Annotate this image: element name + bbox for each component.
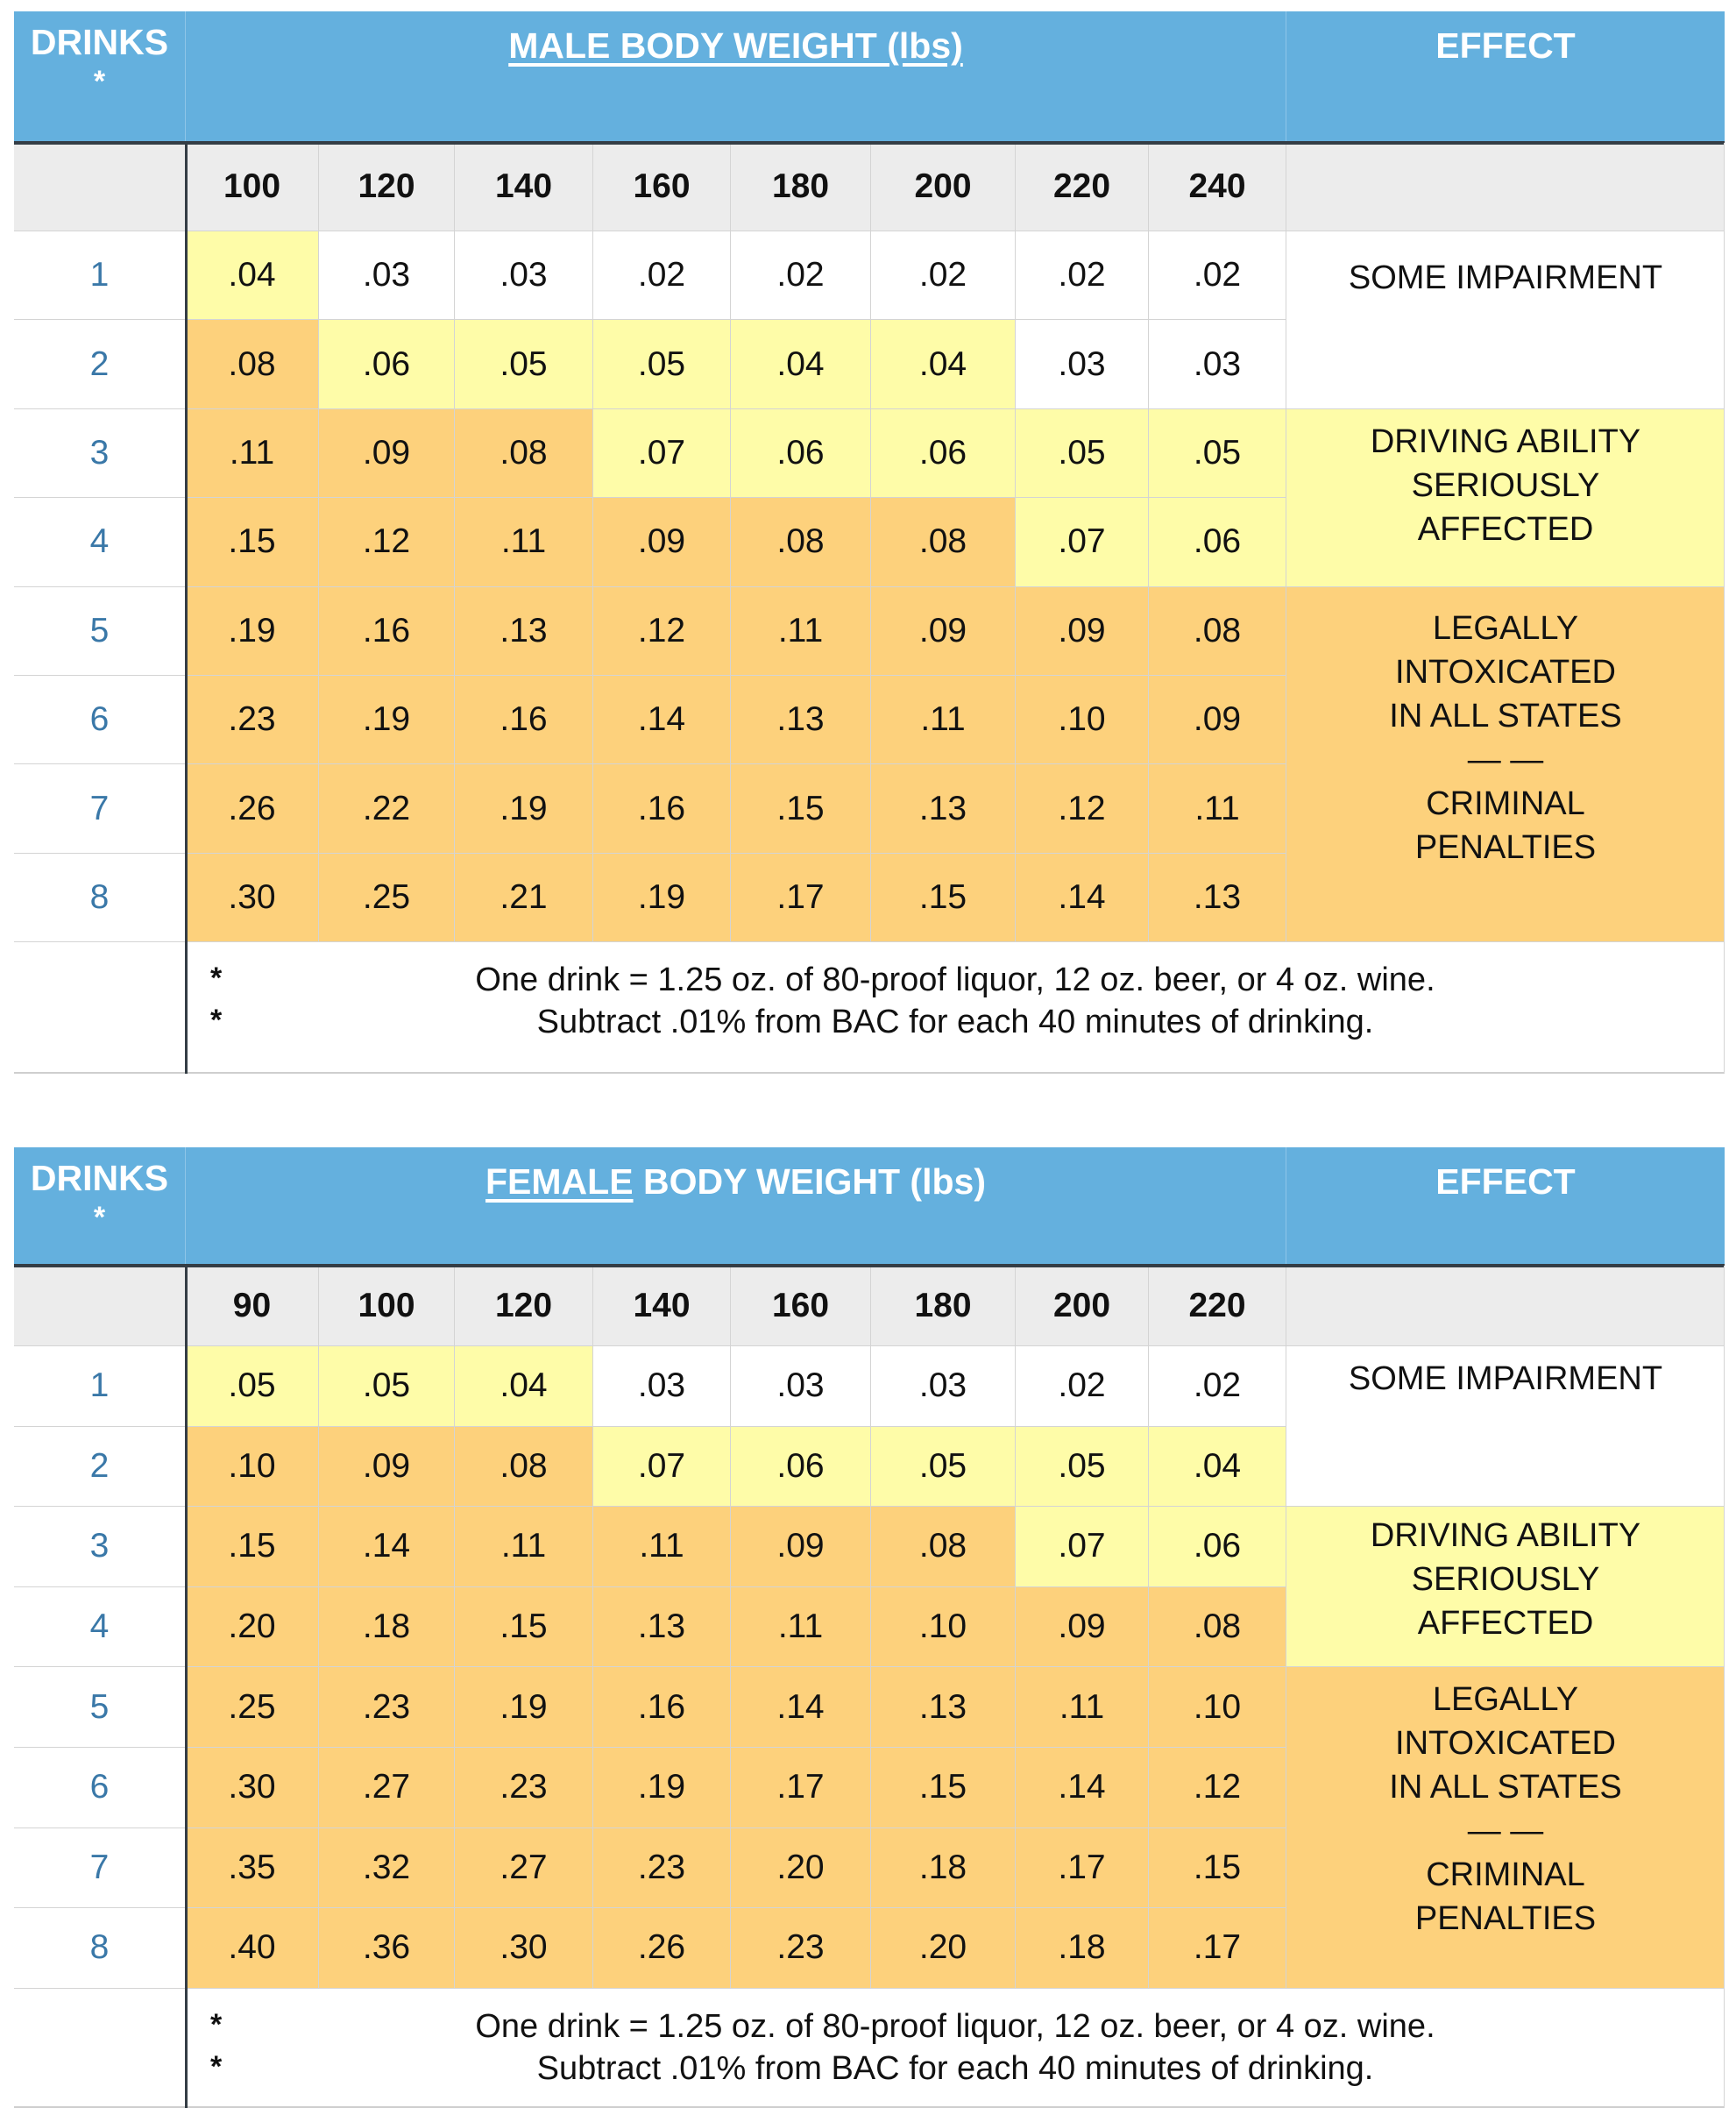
bac-value-cell: .27 [319,1748,455,1828]
bac-value-cell: .10 [186,1427,319,1508]
bac-value-cell: .09 [319,409,455,498]
bac-value-cell: .20 [186,1587,319,1668]
effect-cell [1286,1667,1725,1988]
effect-text-line: PENALTIES [1414,828,1597,866]
bac-value-cell: .20 [731,1828,871,1909]
weight-row-effect-blank [1286,1266,1725,1346]
bac-value-cell: .08 [1149,1587,1286,1668]
bac-value-cell: .23 [319,1667,455,1748]
bac-value-cell: .03 [1016,320,1149,408]
bac-value-cell: .05 [1016,1427,1149,1508]
weight-column-header: 120 [319,143,455,231]
bac-value-cell: .30 [186,854,319,942]
female-bac-table [14,1147,1725,2108]
bac-value-cell: .14 [1016,854,1149,942]
bac-value-cell: .11 [1149,764,1286,853]
bac-value-cell: .09 [593,498,731,586]
bac-value-cell: .08 [186,320,319,408]
bac-value-cell: .08 [1149,587,1286,676]
effect-text-line: LEGALLY [1432,1681,1579,1719]
bac-value-cell: .15 [186,1507,319,1587]
bac-value-cell: .03 [593,1346,731,1427]
drinks-count: 5 [14,1667,186,1748]
drinks-count: 4 [14,498,186,586]
bac-value-cell: .08 [455,409,593,498]
bac-value-cell: .13 [871,1667,1016,1748]
drinks-count: 8 [14,1908,186,1989]
bac-value-cell: .32 [319,1828,455,1909]
bac-value-cell: .02 [593,231,731,320]
footnotes-label-blank [14,1989,186,2108]
bac-value-cell: .14 [319,1507,455,1587]
bac-value-cell: .06 [319,320,455,408]
bac-value-cell: .14 [731,1667,871,1748]
bac-value-cell: .06 [1149,1507,1286,1587]
footnotes-label-blank [14,942,186,1074]
footnote-marker: * [210,1004,223,1038]
bac-value-cell: .06 [1149,498,1286,586]
bac-value-cell: .09 [1016,587,1149,676]
weight-column-header: 140 [455,143,593,231]
bac-value-cell: .02 [871,231,1016,320]
weight-column-header: 240 [1149,143,1286,231]
drinks-count: 2 [14,1427,186,1508]
bac-value-cell: .08 [455,1427,593,1508]
bac-value-cell: .08 [871,498,1016,586]
bac-value-cell: .09 [731,1507,871,1587]
drinks-count: 3 [14,1507,186,1587]
bac-value-cell: .02 [1016,231,1149,320]
effect-text-line: IN ALL STATES [1389,697,1622,735]
bac-value-cell: .04 [186,231,319,320]
footnote-marker: * [210,962,223,996]
bac-value-cell: .10 [871,1587,1016,1668]
bac-value-cell: .03 [731,1346,871,1427]
bac-value-cell: .25 [186,1667,319,1748]
drinks-count: 1 [14,1346,186,1427]
bac-value-cell: .19 [319,676,455,764]
bac-value-cell: .08 [871,1507,1016,1587]
bac-value-cell: .05 [1016,409,1149,498]
bac-value-cell: .02 [1016,1346,1149,1427]
table-right-edge [1724,143,1725,1074]
footnote-text: One drink = 1.25 oz. of 80-proof liquor, 12 oz. beer, or 4 oz. wine. [475,962,1435,999]
bac-value-cell: .40 [186,1908,319,1989]
bac-value-cell: .11 [593,1507,731,1587]
bac-value-cell: .04 [731,320,871,408]
bac-value-cell: .23 [455,1748,593,1828]
bac-value-cell: .18 [319,1587,455,1668]
footnote-marker: * [210,2007,223,2041]
body-weight-title [508,25,963,66]
bac-value-cell: .12 [593,587,731,676]
effect-text-line: SOME IMPAIRMENT [1348,259,1663,296]
title-rest-part: BODY WEIGHT (lbs) [633,1161,986,1202]
bac-value-cell: .06 [731,409,871,498]
effect-text-line: LEGALLY [1432,609,1579,647]
bac-value-cell: .03 [1149,320,1286,408]
body-weight-header [186,11,1286,143]
weight-column-header: 120 [455,1266,593,1346]
bac-value-cell: .06 [731,1427,871,1508]
bac-value-cell: .04 [455,1346,593,1427]
weight-row-effect-blank [1286,143,1725,231]
bac-value-cell: .09 [871,587,1016,676]
bac-value-cell: .12 [1149,1748,1286,1828]
bac-value-cell: .11 [731,587,871,676]
title-underlined-part: MALE BODY WEIGHT (lbs) [508,25,963,66]
bac-value-cell: .26 [186,764,319,853]
footnote-text: Subtract .01% from BAC for each 40 minutes of drinking. [536,2049,1374,2087]
effect-text-line: CRIMINAL [1426,784,1585,822]
weight-column-header: 90 [186,1266,319,1346]
effect-cell [1286,1507,1725,1667]
bac-value-cell: .11 [186,409,319,498]
footnote-marker: * [210,2049,223,2083]
effect-text-line: IN ALL STATES [1389,1769,1622,1806]
bac-value-cell: .27 [455,1828,593,1909]
drinks-count: 6 [14,1748,186,1828]
bac-value-cell: .02 [1149,1346,1286,1427]
bac-value-cell: .07 [1016,1507,1149,1587]
effect-text-line: SOME IMPAIRMENT [1348,1360,1663,1397]
bac-value-cell: .13 [455,587,593,676]
bac-value-cell: .16 [319,587,455,676]
male-bac-table [14,11,1725,1074]
table-right-edge [1724,1266,1725,2108]
effect-cell [1286,409,1725,587]
bac-value-cell: .17 [731,854,871,942]
bac-value-cell: .18 [1016,1908,1149,1989]
bac-value-cell: .10 [1016,676,1149,764]
bac-value-cell: .13 [1149,854,1286,942]
bac-value-cell: .12 [1016,764,1149,853]
body-weight-title [485,1161,986,1202]
bac-value-cell: .10 [1149,1667,1286,1748]
drinks-column-divider [185,143,188,1074]
bac-value-cell: .07 [593,1427,731,1508]
effect-text-line: DRIVING ABILITY [1370,422,1641,460]
bac-value-cell: .11 [871,676,1016,764]
bac-value-cell: .19 [186,587,319,676]
bac-value-cell: .08 [731,498,871,586]
effect-header-label: EFFECT [1435,25,1576,66]
drinks-count: 1 [14,231,186,320]
bac-value-cell: .15 [1149,1828,1286,1909]
bac-value-cell: .05 [871,1427,1016,1508]
drinks-count: 4 [14,1587,186,1668]
bac-value-cell: .26 [593,1908,731,1989]
bac-value-cell: .15 [455,1587,593,1668]
bac-value-cell: .19 [455,764,593,853]
effect-header-label: EFFECT [1435,1161,1576,1202]
effect-text-line: DRIVING ABILITY [1370,1517,1641,1555]
bac-value-cell: .21 [455,854,593,942]
drinks-header [14,11,186,143]
bac-value-cell: .05 [1149,409,1286,498]
bac-value-cell: .23 [186,676,319,764]
bac-value-cell: .17 [1016,1828,1149,1909]
bac-value-cell: .15 [871,854,1016,942]
bac-value-cell: .22 [319,764,455,853]
bac-value-cell: .02 [731,231,871,320]
weight-row-label-blank [14,1266,186,1346]
bac-value-cell: .20 [871,1908,1016,1989]
weight-column-header: 100 [319,1266,455,1346]
drinks-count: 7 [14,1828,186,1909]
bac-value-cell: .23 [593,1828,731,1909]
effect-header [1286,1147,1725,1266]
weight-column-header: 100 [186,143,319,231]
bac-value-cell: .05 [593,320,731,408]
effect-text-line: CRIMINAL [1426,1856,1585,1894]
bac-value-cell: .15 [731,764,871,853]
drinks-count: 8 [14,854,186,942]
weight-column-header: 140 [593,1266,731,1346]
drinks-count: 7 [14,764,186,853]
bac-value-cell: .05 [319,1346,455,1427]
effect-text-line: SERIOUSLY [1411,1561,1600,1599]
bac-value-cell: .09 [319,1427,455,1508]
effect-text-line: AFFECTED [1417,1605,1594,1643]
drinks-header [14,1147,186,1266]
effect-text-line: — — [1467,1813,1544,1850]
effect-cell [1286,231,1725,409]
drinks-count: 6 [14,676,186,764]
bac-value-cell: .11 [731,1587,871,1668]
effect-text-line: AFFECTED [1417,510,1594,548]
weight-row-label-blank [14,143,186,231]
weight-column-header: 220 [1016,143,1149,231]
bac-value-cell: .12 [319,498,455,586]
effect-text-line: — — [1467,741,1544,778]
footnote-text: One drink = 1.25 oz. of 80-proof liquor, 12 oz. beer, or 4 oz. wine. [475,2007,1435,2045]
header-divider [14,141,1725,145]
bac-value-cell: .16 [455,676,593,764]
bac-value-cell: .11 [455,1507,593,1587]
weight-column-header: 200 [1016,1266,1149,1346]
bac-value-cell: .30 [455,1908,593,1989]
bac-value-cell: .11 [455,498,593,586]
bac-value-cell: .03 [871,1346,1016,1427]
drinks-header-label: DRINKS [30,1158,169,1198]
bac-value-cell: .30 [186,1748,319,1828]
bac-value-cell: .18 [871,1828,1016,1909]
effect-header [1286,11,1725,143]
weight-column-header: 180 [731,143,871,231]
footnotes [186,1989,1725,2108]
effect-cell [1286,1346,1725,1507]
weight-column-header: 220 [1149,1266,1286,1346]
bac-value-cell: .09 [1016,1587,1149,1668]
bac-value-cell: .17 [731,1748,871,1828]
weight-column-header: 180 [871,1266,1016,1346]
weight-column-header: 200 [871,143,1016,231]
bac-value-cell: .23 [731,1908,871,1989]
bac-value-cell: .07 [1016,498,1149,586]
bac-value-cell: .07 [593,409,731,498]
bac-value-cell: .36 [319,1908,455,1989]
bac-value-cell: .15 [871,1748,1016,1828]
bac-value-cell: .03 [455,231,593,320]
bac-value-cell: .16 [593,764,731,853]
effect-text-line: INTOXICATED [1395,1725,1616,1763]
bac-value-cell: .15 [186,498,319,586]
effect-cell [1286,587,1725,943]
bac-value-cell: .04 [871,320,1016,408]
effect-text-line: INTOXICATED [1395,653,1616,691]
bac-value-cell: .11 [1016,1667,1149,1748]
footnote-text: Subtract .01% from BAC for each 40 minutes of drinking. [536,1004,1374,1041]
weight-column-header: 160 [593,143,731,231]
bac-value-cell: .13 [593,1587,731,1668]
bac-value-cell: .03 [319,231,455,320]
bac-value-cell: .35 [186,1828,319,1909]
bac-value-cell: .05 [186,1346,319,1427]
title-underlined-part: FEMALE [485,1161,634,1202]
bac-value-cell: .25 [319,854,455,942]
bac-value-cell: .17 [1149,1908,1286,1989]
drinks-column-divider [185,1266,188,2108]
drinks-header-label: DRINKS [30,22,169,62]
weight-column-header: 160 [731,1266,871,1346]
bac-value-cell: .06 [871,409,1016,498]
bac-value-cell: .02 [1149,231,1286,320]
bac-value-cell: .04 [1149,1427,1286,1508]
bac-value-cell: .09 [1149,676,1286,764]
bac-value-cell: .19 [455,1667,593,1748]
drinks-footnote-marker: * [93,65,106,98]
bac-value-cell: .13 [871,764,1016,853]
drinks-footnote-marker: * [93,1201,106,1234]
body-weight-header [186,1147,1286,1266]
effect-text-line: PENALTIES [1414,1900,1597,1938]
drinks-count: 2 [14,320,186,408]
drinks-count: 5 [14,587,186,676]
bac-value-cell: .14 [1016,1748,1149,1828]
header-divider [14,1264,1725,1267]
effect-text-line: SERIOUSLY [1411,466,1600,504]
bac-value-cell: .13 [731,676,871,764]
bac-value-cell: .19 [593,854,731,942]
bac-value-cell: .19 [593,1748,731,1828]
bac-value-cell: .16 [593,1667,731,1748]
bac-value-cell: .05 [455,320,593,408]
bac-value-cell: .14 [593,676,731,764]
drinks-count: 3 [14,409,186,498]
